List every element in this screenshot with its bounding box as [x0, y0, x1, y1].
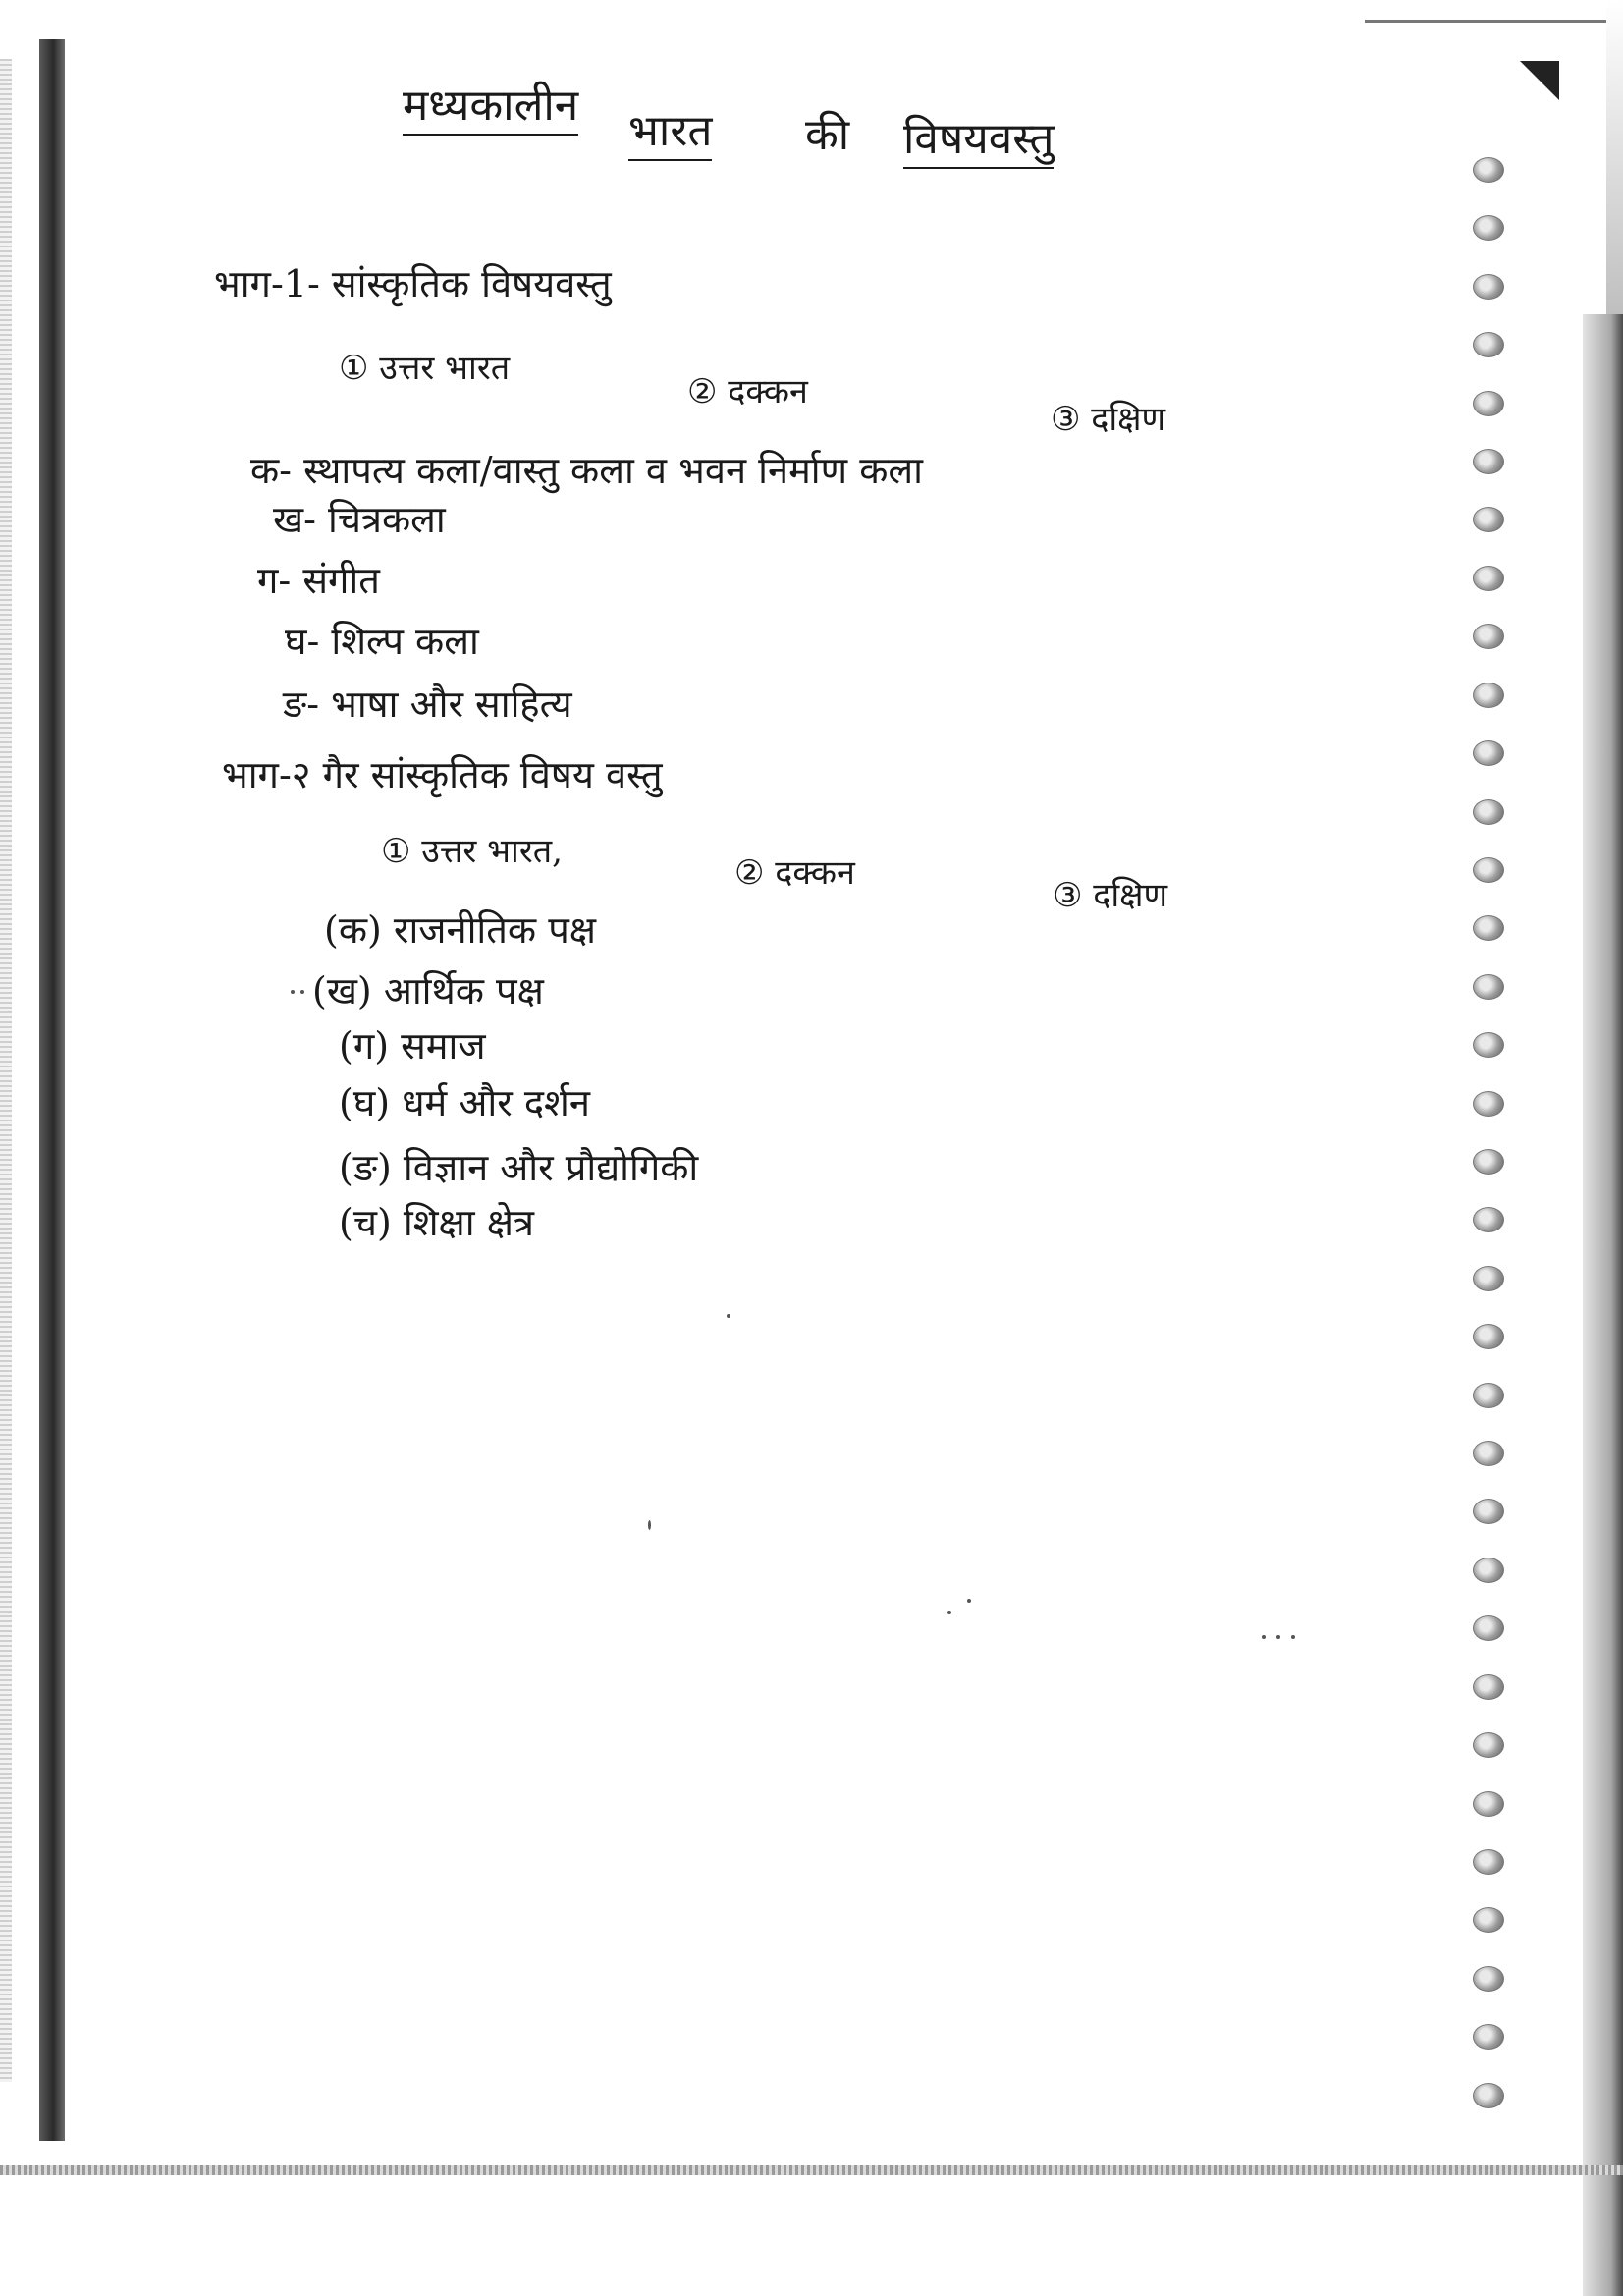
- binding-hole: [1473, 1791, 1504, 1817]
- binding-hole: [1473, 740, 1504, 766]
- binding-hole: [1473, 1558, 1504, 1583]
- scan-top-line: [1365, 20, 1623, 23]
- binding-hole: [1473, 683, 1504, 708]
- binding-hole: [1473, 799, 1504, 825]
- binding-hole: [1473, 1732, 1504, 1758]
- binding-hole: [1473, 566, 1504, 591]
- ink-speck: [291, 990, 295, 994]
- binding-hole: [1473, 449, 1504, 474]
- binding-hole: [1473, 1499, 1504, 1524]
- ink-speck: [1262, 1635, 1266, 1639]
- binding-hole: [1473, 624, 1504, 649]
- section-2-region-1: ① उत्तर भारत,: [381, 832, 563, 871]
- section-2-region-2: ② दक्कन: [734, 853, 855, 893]
- section-1-item-3: ग- संगीत: [257, 559, 380, 602]
- binding-hole: [1473, 157, 1504, 183]
- binding-hole: [1473, 2024, 1504, 2050]
- binding-hole: [1473, 1149, 1504, 1175]
- ink-speck: [300, 990, 304, 994]
- scan-bottom-edge: [0, 2165, 1623, 2175]
- section-2-heading: भाग-२ गैर सांस्कृतिक विषय वस्तु: [222, 753, 663, 796]
- section-1-region-3: ③ दक्षिण: [1051, 400, 1166, 439]
- ink-speck: [1291, 1635, 1295, 1639]
- ink-speck: [947, 1611, 951, 1614]
- folded-corner: [1520, 61, 1559, 100]
- binding-hole: [1473, 332, 1504, 357]
- binding-hole: [1473, 2083, 1504, 2108]
- binding-hole: [1473, 1849, 1504, 1875]
- section-2-item-6: (च) शिक्षा क्षेत्र: [339, 1201, 534, 1244]
- spiral-binding-holes: [1473, 157, 1512, 2160]
- binding-hole: [1473, 1091, 1504, 1117]
- binding-hole: [1473, 1674, 1504, 1700]
- binding-hole: [1473, 915, 1504, 941]
- section-1-item-2: ख- चित्रकला: [273, 498, 446, 541]
- binding-hole: [1473, 1207, 1504, 1232]
- title-word-3: की: [805, 110, 850, 160]
- binding-hole: [1473, 1032, 1504, 1058]
- section-2-item-2: (ख) आर्थिक पक्ष: [312, 969, 544, 1012]
- ink-speck: [648, 1520, 651, 1530]
- section-2-region-3: ③ दक्षिण: [1053, 876, 1168, 915]
- section-1-item-5: ङ- भाषा और साहित्य: [283, 683, 572, 726]
- ink-speck: [1276, 1635, 1280, 1639]
- binding-hole: [1473, 1966, 1504, 1992]
- scan-right-edge-top: [1606, 0, 1623, 324]
- ink-speck: [727, 1314, 730, 1318]
- binding-hole: [1473, 215, 1504, 241]
- section-2-item-4: (घ) धर्म और दर्शन: [339, 1081, 590, 1124]
- page-binding-strip: [39, 39, 65, 2141]
- section-1-region-1: ① उत्तर भारत: [339, 349, 511, 388]
- section-1-item-1: क- स्थापत्य कला/वास्तु कला व भवन निर्माण कला: [250, 449, 923, 492]
- section-2-item-3: (ग) समाज: [339, 1024, 486, 1067]
- ink-speck: [967, 1599, 971, 1603]
- section-2-item-5: (ङ) विज्ञान और प्रौद्योगिकी: [339, 1146, 699, 1189]
- binding-hole: [1473, 391, 1504, 416]
- binding-hole: [1473, 1615, 1504, 1641]
- scan-left-edge: [0, 59, 12, 2082]
- binding-hole: [1473, 507, 1504, 532]
- section-1-heading: भाग-1- सांस्कृतिक विषयवस्तु: [214, 262, 612, 305]
- binding-hole: [1473, 1266, 1504, 1291]
- binding-hole: [1473, 1383, 1504, 1408]
- binding-hole: [1473, 857, 1504, 883]
- title-word-1: मध्यकालीन: [403, 84, 578, 136]
- section-1-region-2: ② दक्कन: [687, 372, 808, 411]
- section-1-item-4: घ- शिल्प कला: [285, 620, 479, 663]
- binding-hole: [1473, 974, 1504, 1000]
- scan-right-edge: [1583, 314, 1623, 2296]
- title-word-4: विषयवस्तु: [903, 118, 1054, 169]
- title-word-2: भारत: [628, 110, 712, 161]
- binding-hole: [1473, 274, 1504, 300]
- binding-hole: [1473, 1324, 1504, 1349]
- section-2-item-1: (क) राजनीतिक पक्ष: [324, 908, 597, 952]
- binding-hole: [1473, 1441, 1504, 1466]
- binding-hole: [1473, 1907, 1504, 1933]
